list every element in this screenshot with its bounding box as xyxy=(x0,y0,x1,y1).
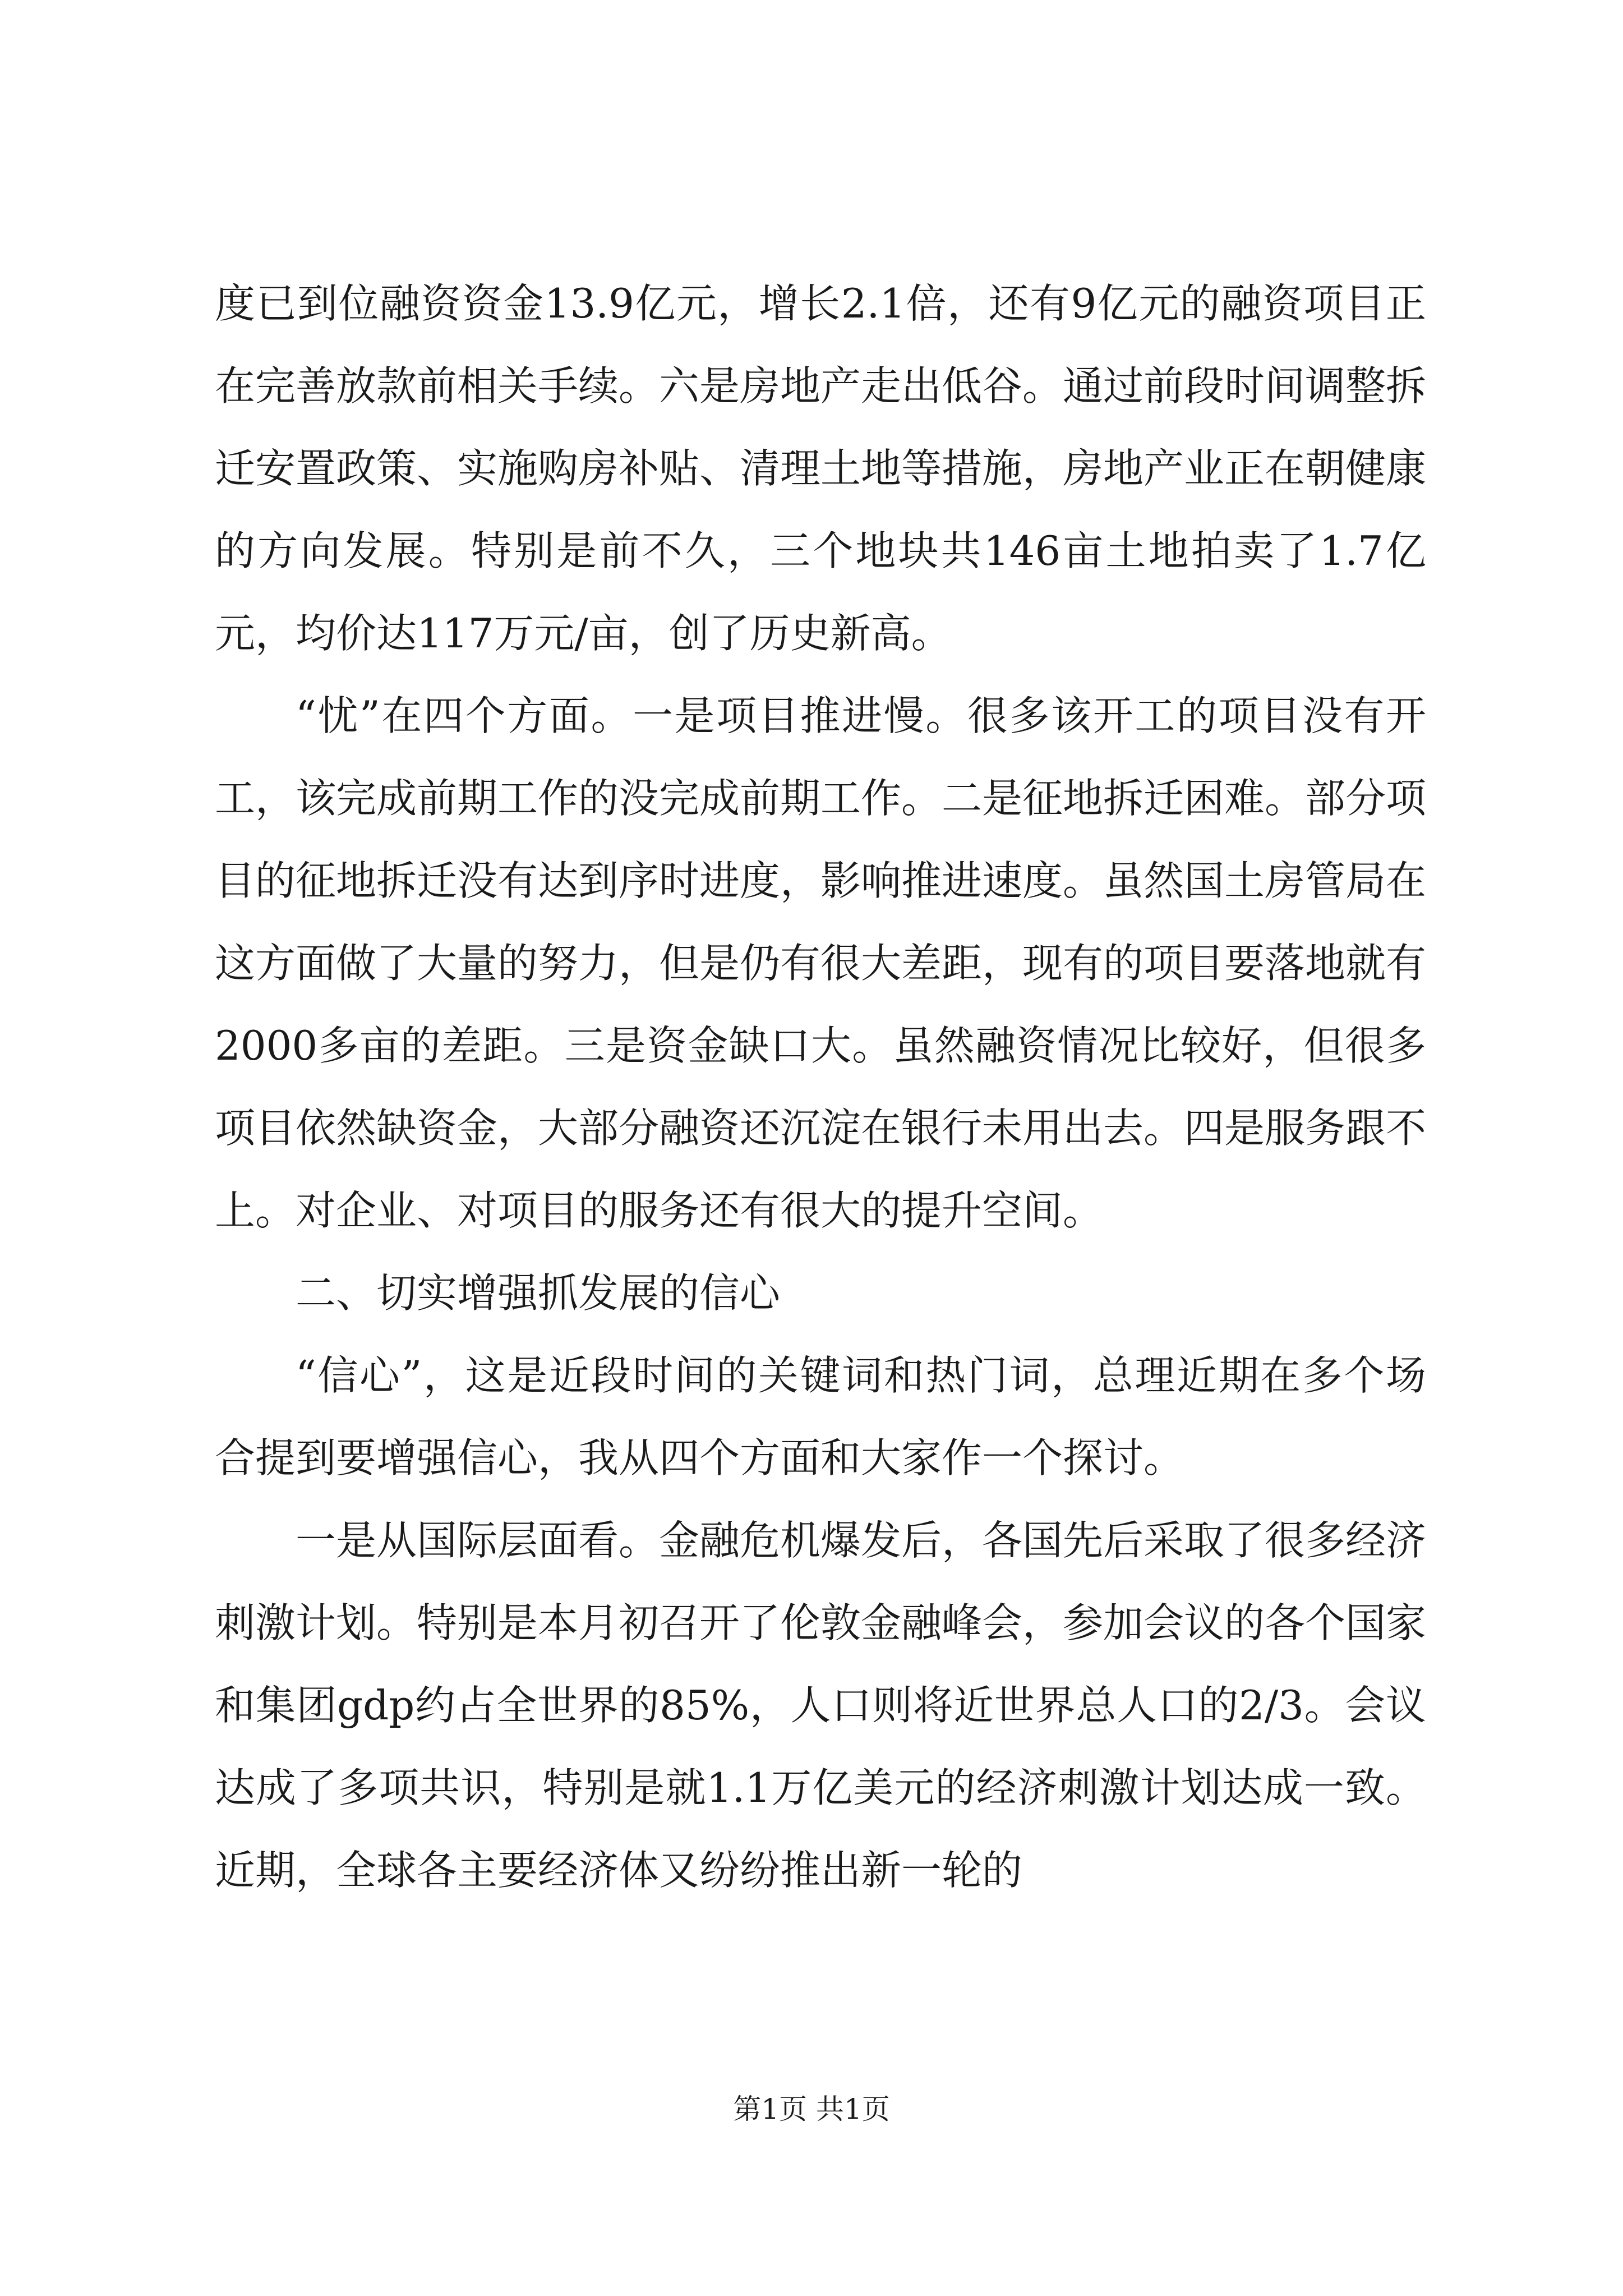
paragraph-confidence-intro: “信心”，这是近段时间的关键词和热门词，总理近期在多个场合提到要增强信心，我从四个方面和大家作一个探讨。 xyxy=(215,1352,1426,1481)
paragraph-financing-real-estate: 度已到位融资资金13.9亿元，增长2.1倍，还有9亿元的融资项目正在完善放款前相关手续。六是房地产走出低谷。通过前段时间调整拆迁安置政策、实施购房补贴、清理土地等措施，房地产业正在朝健康的方向发展。特别是前不久，三个地块共146亩土地拍卖了1.7亿元，均价达117万元/亩，创了历史新高。 xyxy=(215,280,1427,657)
paragraph-concerns: “忧”在四个方面。一是项目推进慢。很多该开工的项目没有开工，该完成前期工作的没完成前期工作。二是征地拆迁困难。部分项目的征地拆迁没有达到序时进度，影响推进速度。虽然国土房管局在这方面做了大量的努力，但是仍有很大差距，现有的项目要落地就有2000多亩的差距。三是资金缺口大。虽然融资情况比较好，但很多项目依然缺资金，大部分融资还沉淀在银行未用出去。四是服务跟不上。对企业、对项目的服务还有很大的提升空间。 xyxy=(215,692,1427,1234)
paragraph-international-level: 一是从国际层面看。金融危机爆发后，各国先后采取了很多经济刺激计划。特别是本月初召开了伦敦金融峰会，参加会议的各个国家和集团gdp约占全世界的85%，人口则将近世界总人口的2/3。会议达成了多项共识，特别是就1.1万亿美元的经济刺激计划达成一致。近期，全球各主要经济体又纷纷推出新一轮的 xyxy=(215,1517,1427,1894)
section-heading-confidence: 二、切实增强抓发展的信心 xyxy=(296,1269,781,1317)
document-body xyxy=(215,263,1426,1912)
page-footer: 第1页 共1页 xyxy=(733,2093,890,2125)
